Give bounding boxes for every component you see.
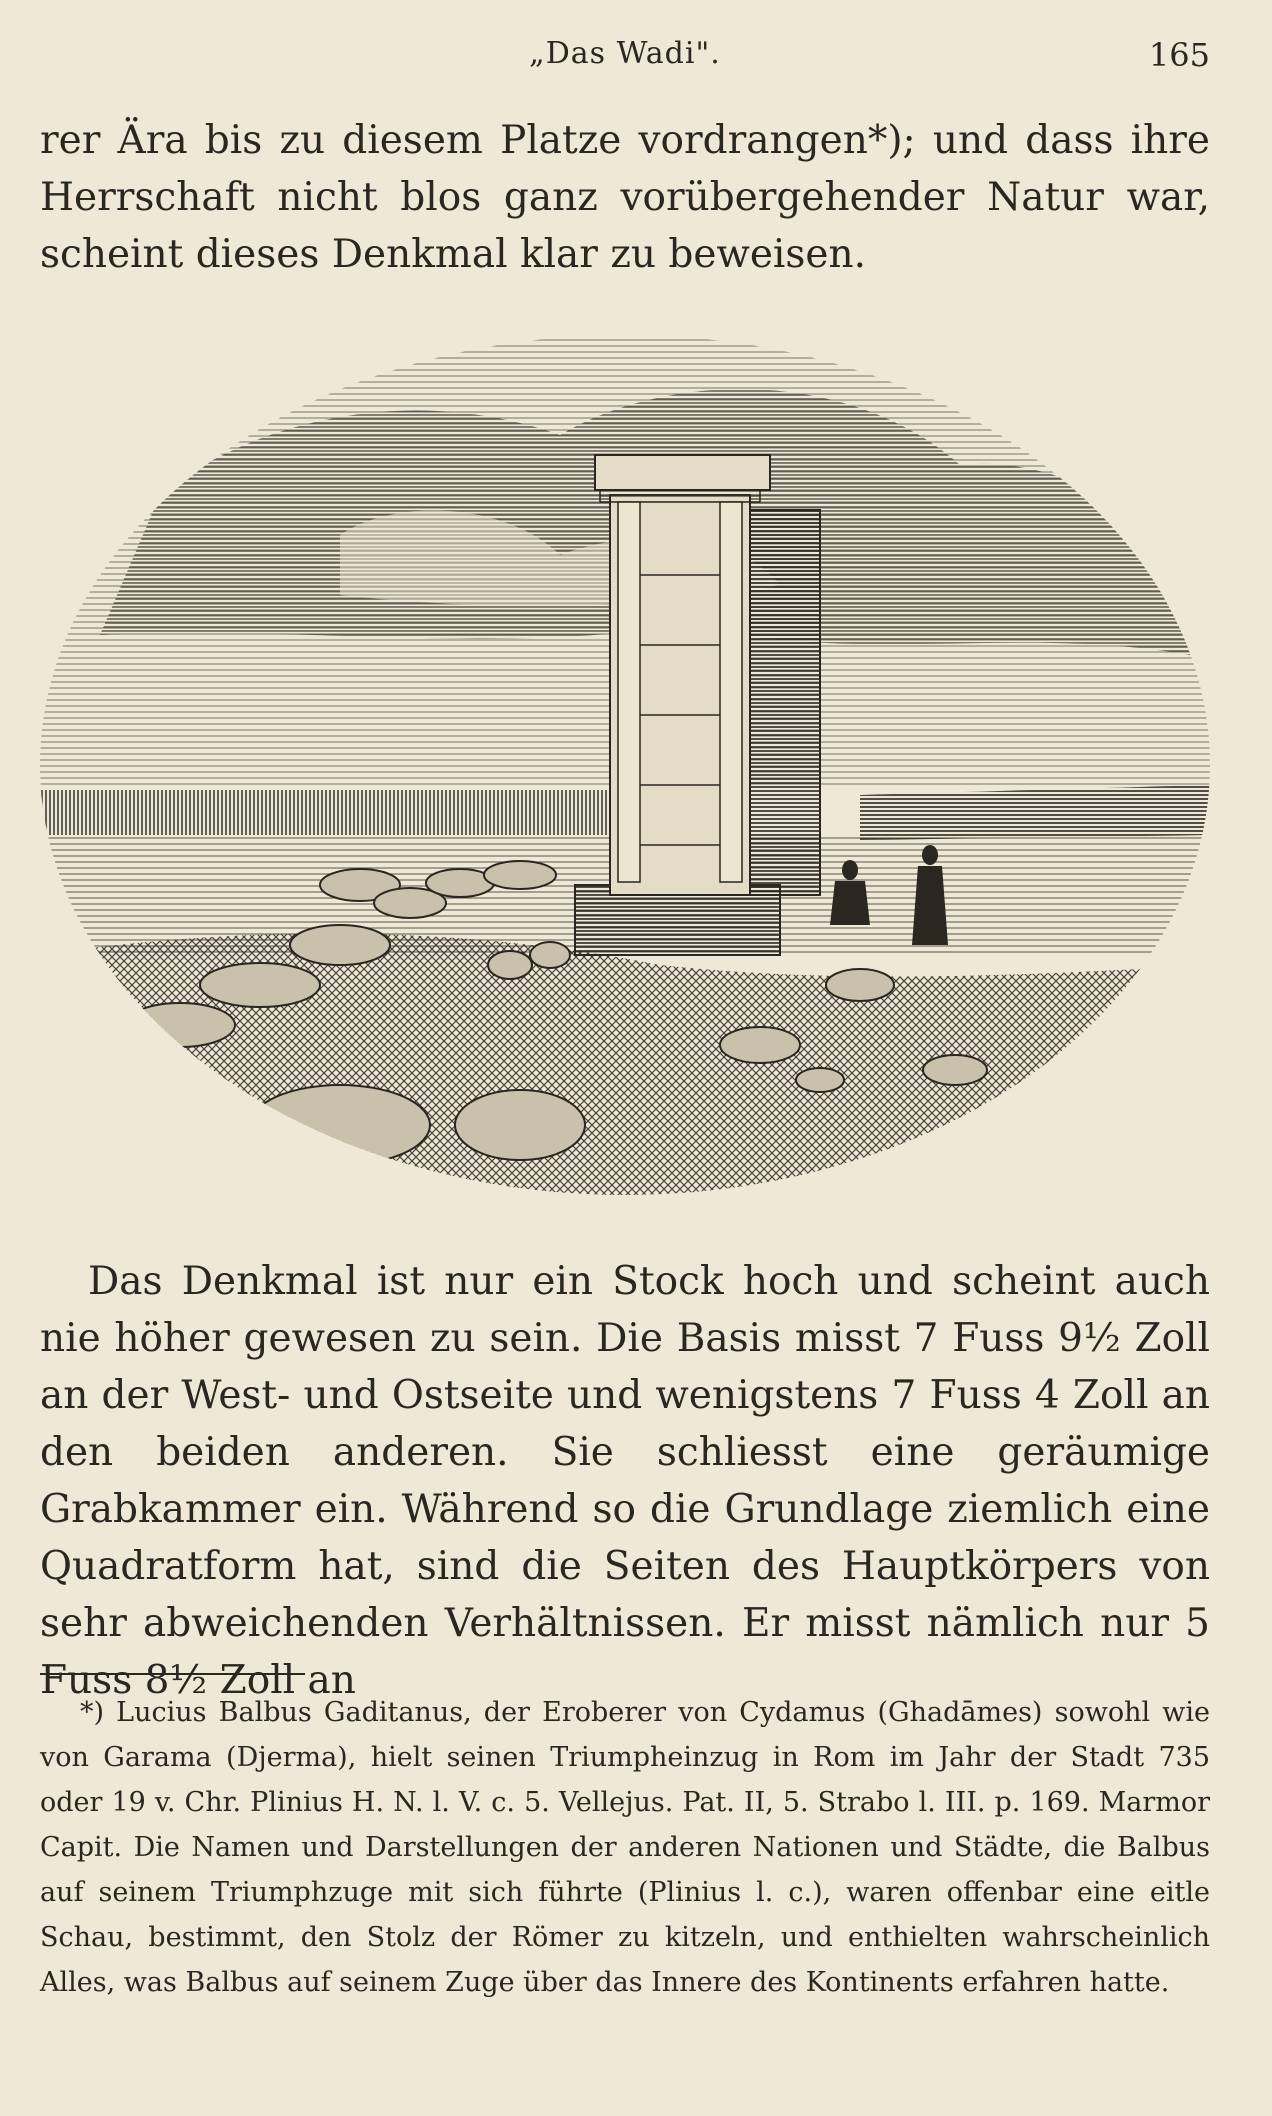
running-title: „Das Wadi". [529, 36, 721, 71]
page-number: 165 [1148, 36, 1210, 74]
page-header [40, 30, 1210, 80]
intro-paragraph: rer Ära bis zu diesem Platze vordrangen*); und dass ihre Herrschaft nicht blos ganz vorübergehender Natur war, scheint dieses Denkmal klar zu beweisen. [40, 118, 1210, 277]
footnote-divider [40, 1673, 305, 1675]
footnote: *) Lucius Balbus Gaditanus, der Eroberer von Cydamus (Ghadāmes) sowohl wie von Garama (Djerma), hielt seinen Triumpheinzug in Rom im Jahr der Stadt 735 oder 19 v. Chr. Plinius H. N. l. V. c. 5. Vellejus. Pat. II, 5. Strabo l. III. p. 169. Marmor Capit. Die Namen und Darstellungen der anderen Nationen und Städte, die Balbus auf seinem Triumphzuge mit sich führte (Plinius l. c.), waren offenbar eine eitle Schau, bestimmt, den Stolz der Römer zu kitzeln, und enthielten wahrscheinlich Alles, was Balbus auf seinem Zuge über das Innere des Kontinents erfahren hatte. [40, 1697, 1210, 1998]
engraving-illustration [40, 325, 1210, 1230]
main-paragraph: Das Denkmal ist nur ein Stock hoch und scheint auch nie höher gewesen zu sein. Die Basis misst 7 Fuss 9½ Zoll an der West- und Ostseite und wenigstens 7 Fuss 4 Zoll an den beiden anderen. Sie schliesst eine geräumige Grabkammer ein. Während so die Grundlage ziemlich eine Quadratform hat, sind die Seiten des Hauptkörpers von sehr abweichenden Verhältnissen. Er misst nämlich nur 5 Fuss 8½ Zoll an [40, 1259, 1210, 1703]
